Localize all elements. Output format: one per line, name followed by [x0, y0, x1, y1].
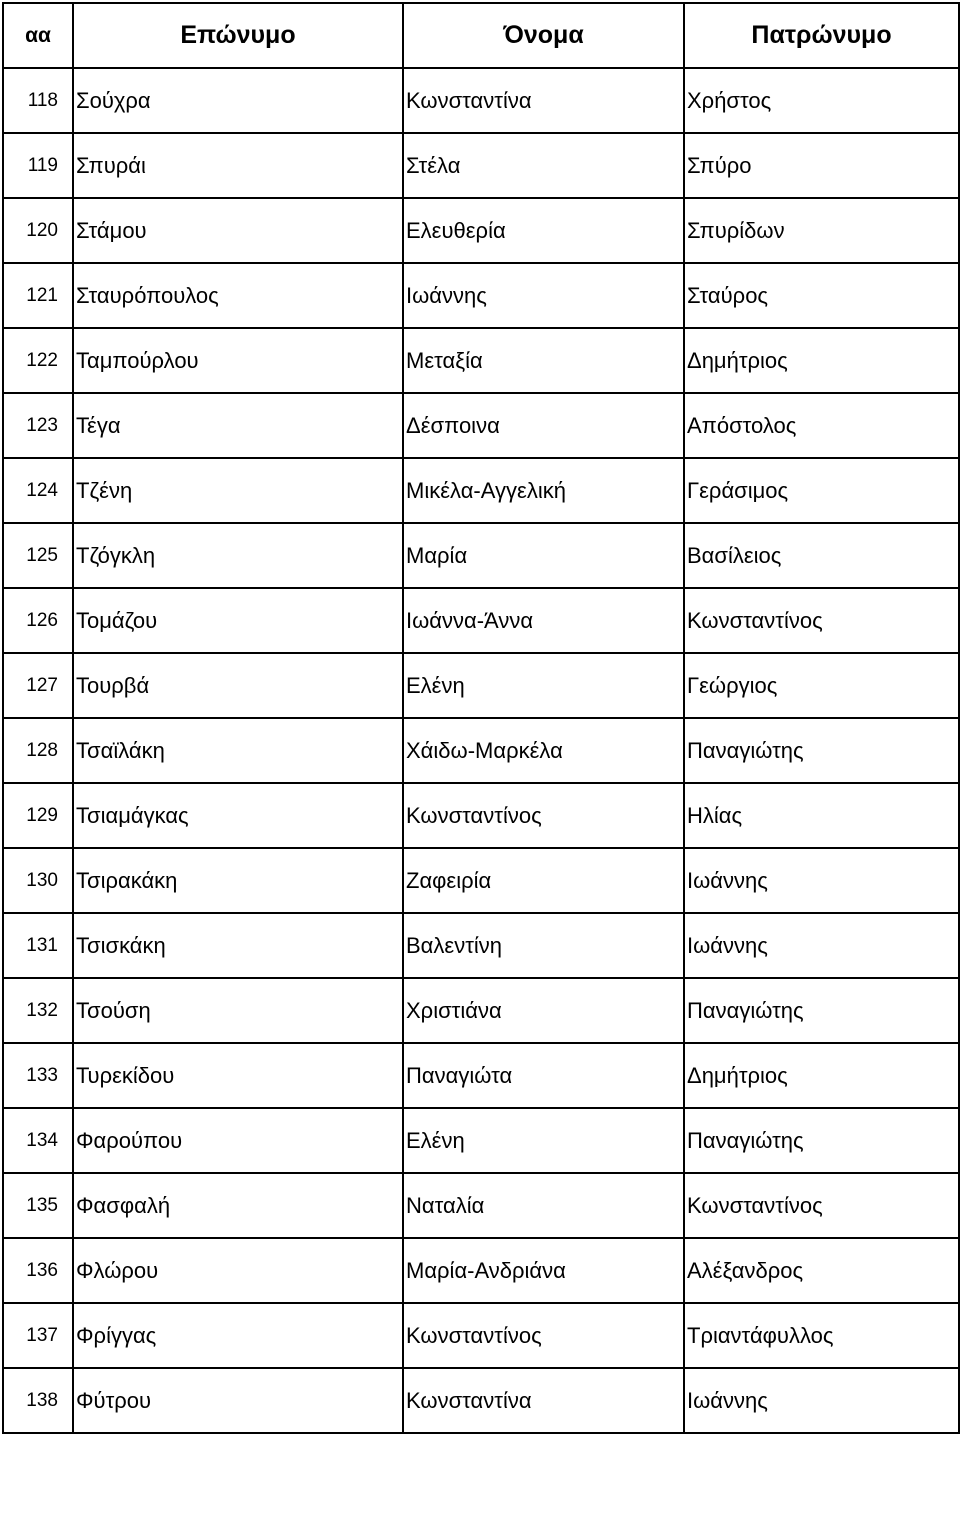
- header-surname: Επώνυμο: [73, 3, 403, 68]
- surname-cell: Σούχρα: [73, 68, 403, 133]
- table-row: [3, 263, 959, 328]
- table-row: [3, 133, 959, 198]
- name-cell: Ζαφειρία: [403, 848, 684, 913]
- father-cell: Σπύρο: [684, 133, 959, 198]
- father-cell: Ιωάννης: [684, 848, 959, 913]
- name-cell: Δέσποινα: [403, 393, 684, 458]
- surname-cell: Τζόγκλη: [73, 523, 403, 588]
- surname-cell: Τομάζου: [73, 588, 403, 653]
- name-cell: Ιωάννης: [403, 263, 684, 328]
- aa-cell: 118: [3, 68, 73, 133]
- father-cell: Δημήτριος: [684, 1043, 959, 1108]
- table-row: [3, 653, 959, 718]
- header-name: Όνομα: [403, 3, 684, 68]
- aa-cell: 138: [3, 1368, 73, 1433]
- surname-cell: Σπυράι: [73, 133, 403, 198]
- table-row: [3, 718, 959, 783]
- aa-cell: 137: [3, 1303, 73, 1368]
- aa-cell: 132: [3, 978, 73, 1043]
- table-row: [3, 523, 959, 588]
- aa-cell: 133: [3, 1043, 73, 1108]
- father-cell: Τριαντάφυλλος: [684, 1303, 959, 1368]
- name-cell: Ιωάννα-Άννα: [403, 588, 684, 653]
- name-cell: Κωνσταντίνος: [403, 783, 684, 848]
- aa-cell: 125: [3, 523, 73, 588]
- aa-cell: 128: [3, 718, 73, 783]
- name-cell: Κωνσταντίνα: [403, 68, 684, 133]
- aa-cell: 126: [3, 588, 73, 653]
- father-cell: Σταύρος: [684, 263, 959, 328]
- father-cell: Παναγιώτης: [684, 978, 959, 1043]
- table-row: [3, 848, 959, 913]
- name-cell: Ελευθερία: [403, 198, 684, 263]
- students-table: [2, 2, 960, 1434]
- table-row: [3, 458, 959, 523]
- aa-cell: 129: [3, 783, 73, 848]
- surname-cell: Φαρούπου: [73, 1108, 403, 1173]
- name-cell: Παναγιώτα: [403, 1043, 684, 1108]
- father-cell: Κωνσταντίνος: [684, 1173, 959, 1238]
- table-row: [3, 1108, 959, 1173]
- table-row: [3, 1043, 959, 1108]
- name-cell: Χάιδω-Μαρκέλα: [403, 718, 684, 783]
- surname-cell: Φρίγγας: [73, 1303, 403, 1368]
- father-cell: Ιωάννης: [684, 913, 959, 978]
- surname-cell: Ταμπούρλου: [73, 328, 403, 393]
- aa-cell: 124: [3, 458, 73, 523]
- table-row: [3, 393, 959, 458]
- father-cell: Παναγιώτης: [684, 1108, 959, 1173]
- father-cell: Ιωάννης: [684, 1368, 959, 1433]
- surname-cell: Στάμου: [73, 198, 403, 263]
- father-cell: Γεώργιος: [684, 653, 959, 718]
- aa-cell: 135: [3, 1173, 73, 1238]
- father-cell: Βασίλειος: [684, 523, 959, 588]
- surname-cell: Τζένη: [73, 458, 403, 523]
- table-row: [3, 783, 959, 848]
- surname-cell: Τουρβά: [73, 653, 403, 718]
- father-cell: Ηλίας: [684, 783, 959, 848]
- name-cell: Μαρία-Ανδριάνα: [403, 1238, 684, 1303]
- father-cell: Σπυρίδων: [684, 198, 959, 263]
- father-cell: Απόστολος: [684, 393, 959, 458]
- header-row: [3, 3, 959, 68]
- table-row: [3, 978, 959, 1043]
- father-cell: Χρήστος: [684, 68, 959, 133]
- father-cell: Γεράσιμος: [684, 458, 959, 523]
- aa-cell: 121: [3, 263, 73, 328]
- aa-cell: 130: [3, 848, 73, 913]
- table-row: [3, 1368, 959, 1433]
- name-cell: Ναταλία: [403, 1173, 684, 1238]
- table-row: [3, 913, 959, 978]
- surname-cell: Τσούση: [73, 978, 403, 1043]
- table-row: [3, 1173, 959, 1238]
- name-cell: Βαλεντίνη: [403, 913, 684, 978]
- name-cell: Μικέλα-Αγγελική: [403, 458, 684, 523]
- aa-cell: 123: [3, 393, 73, 458]
- aa-cell: 136: [3, 1238, 73, 1303]
- table-row: [3, 1303, 959, 1368]
- name-cell: Χριστιάνα: [403, 978, 684, 1043]
- aa-cell: 127: [3, 653, 73, 718]
- surname-cell: Φλώρου: [73, 1238, 403, 1303]
- name-cell: Στέλα: [403, 133, 684, 198]
- surname-cell: Φύτρου: [73, 1368, 403, 1433]
- name-cell: Ελένη: [403, 653, 684, 718]
- surname-cell: Σταυρόπουλος: [73, 263, 403, 328]
- surname-cell: Τσιαμάγκας: [73, 783, 403, 848]
- father-cell: Παναγιώτης: [684, 718, 959, 783]
- name-cell: Κωνσταντίνος: [403, 1303, 684, 1368]
- father-cell: Δημήτριος: [684, 328, 959, 393]
- surname-cell: Τσισκάκη: [73, 913, 403, 978]
- aa-cell: 134: [3, 1108, 73, 1173]
- name-cell: Κωνσταντίνα: [403, 1368, 684, 1433]
- table-row: [3, 328, 959, 393]
- aa-cell: 119: [3, 133, 73, 198]
- surname-cell: Τσαϊλάκη: [73, 718, 403, 783]
- header-father: Πατρώνυμο: [684, 3, 959, 68]
- name-cell: Ελένη: [403, 1108, 684, 1173]
- name-cell: Μαρία: [403, 523, 684, 588]
- table-row: [3, 68, 959, 133]
- surname-cell: Φασφαλή: [73, 1173, 403, 1238]
- aa-cell: 122: [3, 328, 73, 393]
- father-cell: Αλέξανδρος: [684, 1238, 959, 1303]
- table-row: [3, 1238, 959, 1303]
- surname-cell: Τέγα: [73, 393, 403, 458]
- table-row: [3, 198, 959, 263]
- surname-cell: Τυρεκίδου: [73, 1043, 403, 1108]
- surname-cell: Τσιρακάκη: [73, 848, 403, 913]
- aa-cell: 131: [3, 913, 73, 978]
- table-row: [3, 588, 959, 653]
- aa-cell: 120: [3, 198, 73, 263]
- father-cell: Κωνσταντίνος: [684, 588, 959, 653]
- name-cell: Μεταξία: [403, 328, 684, 393]
- header-aa: αα: [3, 3, 73, 68]
